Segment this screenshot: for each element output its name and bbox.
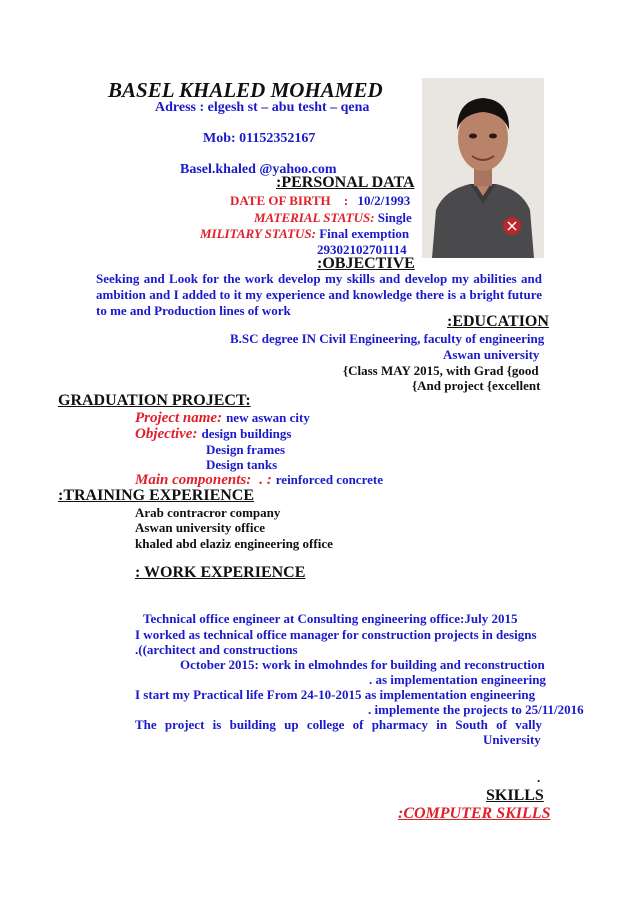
skills-heading: SKILLS <box>486 787 544 804</box>
skills-dot: . <box>537 770 541 785</box>
work-line: Technical office engineer at Consulting engineering office:July 2015 <box>143 611 518 626</box>
training-heading: :TRAINING EXPERIENCE <box>58 487 255 504</box>
email-line: Basel.khaled @yahoo.com <box>180 162 337 177</box>
project-name-value: new aswan city <box>226 410 310 425</box>
marital-row <box>254 210 412 226</box>
dob-row <box>230 193 410 209</box>
profile-photo <box>422 78 544 258</box>
project-objective-item: Design tanks <box>206 457 278 472</box>
education-line-4: {And project {excellent <box>412 378 541 393</box>
education-line-2: Aswan university <box>443 347 540 362</box>
work-line: I worked as technical office manager for construction projects in designs <box>135 627 537 642</box>
objective-line-3: to me and Production lines of work <box>96 303 291 318</box>
training-item: Arab contracror company <box>135 505 281 520</box>
work-line: .((architect and constructions <box>135 642 298 657</box>
project-name-label: Project name: <box>135 410 223 426</box>
dob-label: DATE OF BIRTH <box>230 193 331 208</box>
objective-line-1: Seeking and Look for the work develop my skills and develop my abilities and <box>96 271 542 286</box>
training-item: Aswan university office <box>135 520 265 535</box>
military-row <box>200 226 409 242</box>
work-heading: : WORK EXPERIENCE <box>135 564 306 581</box>
training-item: khaled abd elaziz engineering office <box>135 536 333 551</box>
project-objective-item: Design frames <box>206 442 286 457</box>
main-components-value: reinforced concrete <box>275 472 383 487</box>
marital-value: Single <box>377 210 412 225</box>
work-line: University <box>483 732 541 747</box>
computer-skills-heading: :COMPUTER SKILLS <box>398 805 551 822</box>
work-line: . implemente the projects to 25/11/2016 <box>368 702 584 717</box>
mobile-line: Mob: 01152352167 <box>203 131 316 146</box>
portrait-image <box>422 78 544 258</box>
military-value: Final exemption <box>319 226 410 241</box>
candidate-name: BASEL KHALED MOHAMED <box>108 78 383 102</box>
id-number: 29302102701114 <box>317 242 407 257</box>
dob-value: 10/2/1993 <box>357 193 411 208</box>
main-components-separator: . : <box>259 472 272 488</box>
project-objective-value: design buildings <box>201 426 292 441</box>
work-line: . as implementation engineering <box>369 672 546 687</box>
education-line-3: {Class MAY 2015, with Grad {good <box>343 363 539 378</box>
marital-label: MATERIAL STATUS: <box>254 210 375 225</box>
project-objective-row <box>135 425 291 443</box>
dob-separator: : <box>343 193 349 208</box>
objective-line-2: ambition and I added to it my experience and knowledge there is a bright future <box>96 287 542 302</box>
graduation-heading: GRADUATION PROJECT: <box>58 392 251 409</box>
military-label: MILITARY STATUS: <box>200 226 316 241</box>
objective-heading: :OBJECTIVE <box>317 255 415 272</box>
main-components-label: Main components: <box>135 472 252 488</box>
education-line-1: B.SC degree IN Civil Engineering, faculty of engineering <box>230 331 545 346</box>
work-line: I start my Practical life From 24-10-2015 as implementation engineering <box>135 687 536 702</box>
personal-data-heading: :PERSONAL DATA <box>276 174 415 191</box>
project-objective-label: Objective: <box>135 426 198 442</box>
address-line: Adress : elgesh st – abu tesht – qena <box>155 100 370 115</box>
work-line: The project is building up college of pharmacy in South of vally <box>135 717 542 732</box>
work-line: October 2015: work in elmohndes for building and reconstruction <box>180 657 545 672</box>
education-heading: :EDUCATION <box>447 313 549 330</box>
